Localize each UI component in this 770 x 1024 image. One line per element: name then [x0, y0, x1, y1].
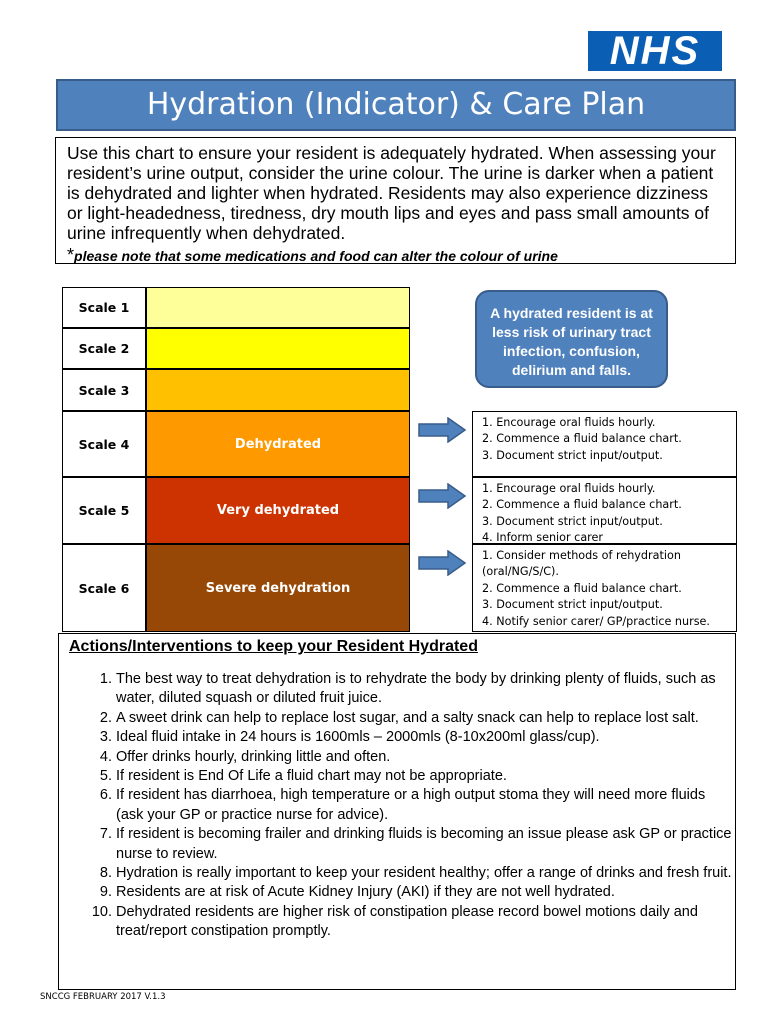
action-item: 4. Notify senior carer/ GP/practice nurse.	[482, 614, 710, 628]
action-item: 1. Encourage oral fluids hourly.	[482, 482, 656, 495]
scale-3-swatch	[146, 369, 410, 411]
item-number: 10.	[91, 903, 112, 920]
arrow-right-icon	[418, 417, 466, 443]
note-text: please note that some medications and food can alter the colour of urine	[74, 248, 558, 264]
page-title: Hydration (Indicator) & Care Plan	[56, 79, 736, 131]
interventions-heading: Actions/Interventions to keep your Resident Hydrated	[69, 638, 478, 655]
scale-3-label: Scale 3	[62, 369, 146, 411]
list-item	[69, 728, 735, 747]
scale-6-label: Scale 6	[62, 544, 146, 632]
item-number: 3.	[99, 729, 112, 746]
list-item	[69, 709, 735, 728]
list-item	[69, 864, 735, 883]
item-text: Residents are at risk of Acute Kidney Injury (AKI) if they are not well hydrated.	[116, 884, 615, 901]
interventions-box	[58, 633, 736, 990]
scale-6-swatch	[146, 544, 410, 632]
arrow-right-icon	[418, 483, 466, 509]
action-item: 3. Document strict input/output.	[482, 598, 663, 612]
item-text: A sweet drink can help to replace lost sugar, and a salty snack can help to replace lost salt.	[116, 709, 699, 726]
footer-version: SNCCG FEBRUARY 2017 V.1.3	[40, 992, 166, 1002]
list-item	[69, 903, 735, 942]
list-item	[69, 825, 735, 864]
list-item	[69, 767, 735, 786]
intro-note	[67, 245, 725, 266]
scale-4-actions	[472, 411, 737, 477]
action-item: 3. Document strict input/output.	[482, 514, 663, 528]
scale-2-swatch	[146, 328, 410, 369]
item-number: 1.	[99, 671, 112, 687]
item-text: If resident is End Of Life a fluid chart may not be appropriate.	[116, 768, 507, 785]
action-item: 1. Consider methods of rehydration (oral/NG/S/C).	[482, 549, 681, 579]
scale-5-actions	[472, 477, 737, 544]
item-text: Ideal fluid intake in 24 hours is 1600mls – 2000mls (8-10x200ml glass/cup).	[116, 729, 600, 746]
item-text: Dehydrated residents are higher risk of constipation please record bowel motions daily and treat/report constipation promptly.	[116, 903, 698, 940]
action-item: 2. Commence a fluid balance chart.	[482, 432, 682, 446]
hydration-benefit-callout: A hydrated resident is at less risk of urinary tract infection, confusion, delirium and falls.	[475, 290, 668, 388]
intro-box	[55, 137, 736, 264]
list-item	[69, 748, 735, 767]
item-text: Offer drinks hourly, drinking little and often.	[116, 748, 391, 765]
list-item	[69, 786, 735, 825]
arrow-right-icon	[418, 550, 466, 576]
item-number: 9.	[99, 884, 112, 901]
scale-5-swatch	[146, 477, 410, 544]
list-item	[69, 670, 735, 709]
item-number: 4.	[99, 748, 112, 765]
intro-text: Use this chart to ensure your resident is adequately hydrated. When assessing your resident’s urine output, consider the urine colour. The urine is darker when a patient is dehydrated and lighter when hydrated. Residents may also experience dizziness or light-headedness, tiredness, dry mouth lips and eyes and pass small amounts of urine infrequently when dehydrated.	[67, 143, 716, 243]
item-text: The best way to treat dehydration is to rehydrate the body by drinking plenty of fluids, such as water, diluted squash or diluted fruit juice.	[116, 671, 716, 707]
scale-1-label: Scale 1	[62, 287, 146, 328]
scale-2-label: Scale 2	[62, 328, 146, 369]
scale-6-status: Severe dehydration	[205, 580, 351, 596]
scale-4-status: Dehydrated	[234, 436, 322, 452]
item-number: 5.	[99, 768, 112, 785]
action-item: 1. Encourage oral fluids hourly.	[482, 416, 656, 429]
scale-1-swatch	[146, 287, 410, 328]
scale-5-status: Very dehydrated	[216, 503, 340, 518]
item-text: Hydration is really important to keep your resident healthy; offer a range of drinks and fresh fruit.	[116, 865, 732, 882]
action-item: 3. Document strict input/output.	[482, 448, 663, 462]
item-number: 7.	[99, 826, 112, 843]
note-star: *	[67, 245, 75, 265]
item-text: If resident is becoming frailer and drinking fluids is becoming an issue please ask GP or practice nurse to review.	[116, 826, 732, 862]
action-item: 2. Commence a fluid balance chart.	[482, 581, 682, 595]
item-number: 2.	[99, 709, 112, 726]
scale-4-label: Scale 4	[62, 411, 146, 477]
item-number: 8.	[99, 865, 112, 882]
action-item: 4. Inform senior carer	[482, 531, 604, 545]
list-item	[69, 883, 735, 902]
action-item: 2. Commence a fluid balance chart.	[482, 498, 682, 512]
scale-5-label: Scale 5	[62, 477, 146, 544]
nhs-logo: NHS	[588, 31, 722, 71]
scale-6-actions	[472, 544, 737, 632]
item-number: 6.	[99, 787, 112, 804]
item-text: If resident has diarrhoea, high temperature or a high output stoma they will need more fluids (ask your GP or practice nurse for advice).	[116, 787, 706, 823]
interventions-list	[69, 670, 735, 942]
scale-4-swatch	[146, 411, 410, 477]
